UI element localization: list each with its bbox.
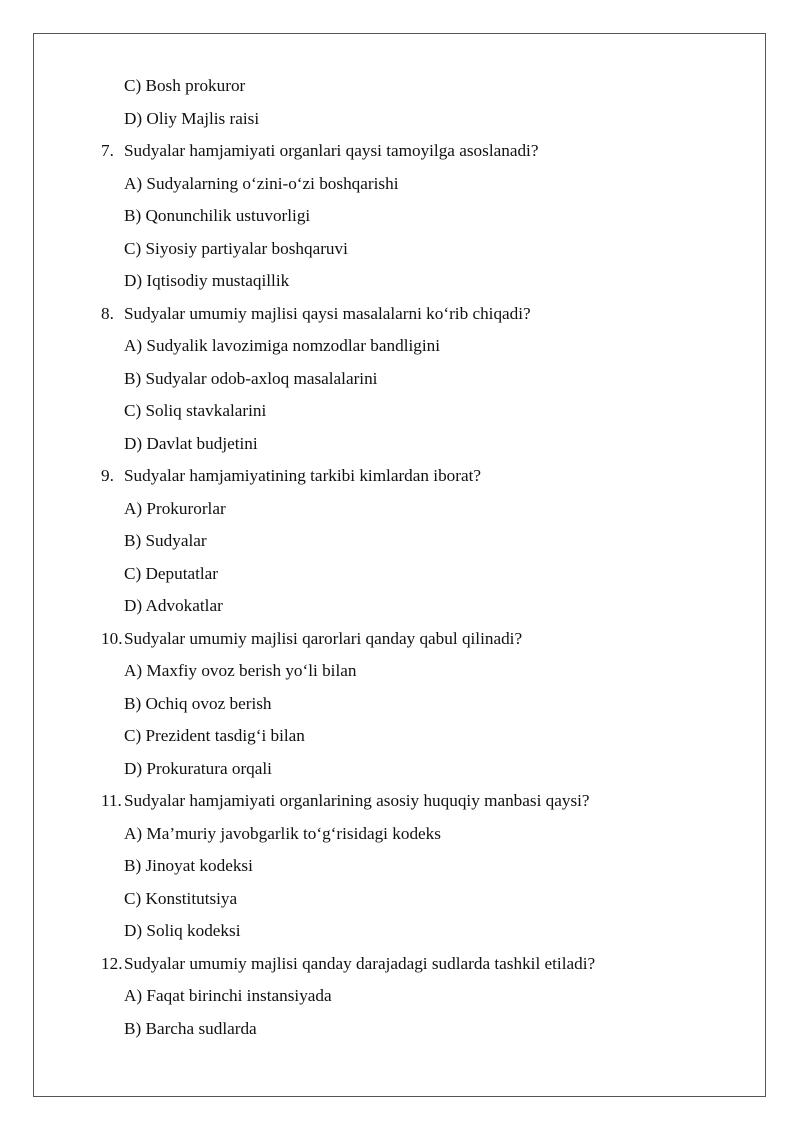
question-text: Sudyalar hamjamiyatining tarkibi kimlardan iborat? (124, 466, 482, 485)
answer-option: B) Ochiq ovoz berish (124, 693, 272, 713)
answer-option: A) Ma’muriy javobgarlik to‘g‘risidagi kodeks (124, 823, 441, 843)
answer-option: C) Konstitutsiya (124, 888, 238, 908)
answer-option: C) Deputatlar (124, 563, 219, 583)
answer-option: B) Sudyalar (124, 531, 207, 550)
question-text: Sudyalar umumiy majlisi qanday darajadagi sudlarda tashkil etiladi? (124, 953, 596, 973)
answer-option: C) Bosh prokuror (124, 76, 246, 95)
question-number: 8. (101, 303, 114, 323)
answer-option: B) Sudyalar odob-axloq masalalarini (124, 368, 378, 388)
question-number: 12. (101, 953, 123, 973)
question-text: Sudyalar hamjamiyati organlarining asosiy huquqiy manbasi qaysi? (124, 791, 590, 810)
answer-option: B) Barcha sudlarda (124, 1018, 257, 1038)
answer-option: C) Siyosiy partiyalar boshqaruvi (124, 238, 348, 258)
answer-option: A) Sudyalarning o‘zini-o‘zi boshqarishi (124, 173, 399, 193)
question-item (0, 948, 800, 981)
question-number: 9. (101, 466, 114, 485)
answer-option: D) Soliq kodeksi (124, 921, 241, 940)
answer-option: D) Advokatlar (124, 596, 223, 615)
answer-option: D) Davlat budjetini (124, 433, 258, 453)
answer-option: C) Soliq stavkalarini (124, 401, 267, 420)
answer-option: A) Maxfiy ovoz berish yo‘li bilan (124, 661, 357, 680)
answer-option: A) Prokurorlar (124, 498, 226, 518)
answer-option: A) Faqat birinchi instansiyada (124, 986, 332, 1005)
answer-option: A) Sudyalik lavozimiga nomzodlar bandligini (124, 336, 440, 355)
answer-option: D) Oliy Majlis raisi (124, 108, 260, 128)
question-item (0, 460, 800, 493)
answer-option: D) Prokuratura orqali (124, 758, 272, 778)
question-number: 11. (101, 791, 122, 810)
question-item (0, 785, 800, 818)
question-text: Sudyalar umumiy majlisi qarorlari qanday qabul qilinadi? (124, 628, 523, 648)
document-body (0, 70, 800, 1045)
answer-option: C) Prezident tasdig‘i bilan (124, 726, 305, 745)
answer-option: B) Jinoyat kodeksi (124, 856, 253, 875)
question-item (0, 298, 800, 331)
question-text: Sudyalar hamjamiyati organlari qaysi tamoyilga asoslanadi? (124, 141, 539, 160)
question-number: 7. (101, 141, 114, 160)
question-item (0, 135, 800, 168)
question-item (0, 623, 800, 656)
question-number: 10. (101, 628, 123, 648)
answer-option: D) Iqtisodiy mustaqillik (124, 271, 290, 290)
answer-option: B) Qonunchilik ustuvorligi (124, 206, 311, 225)
question-text: Sudyalar umumiy majlisi qaysi masalalarni ko‘rib chiqadi? (124, 303, 531, 323)
